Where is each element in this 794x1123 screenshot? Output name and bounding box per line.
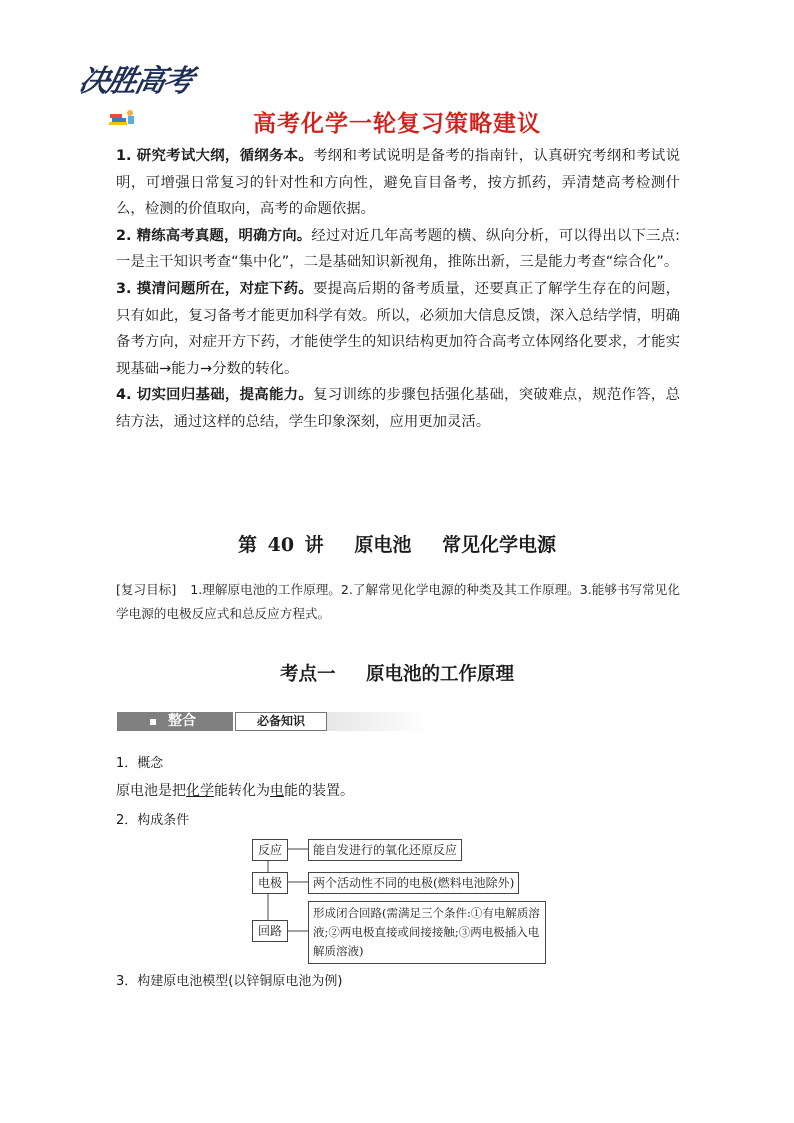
concept-underline-electric: 电 <box>270 783 284 799</box>
advice-lead: 2. 精练高考真题，明确方向。 <box>116 227 312 244</box>
main-title: 高考化学一轮复习策略建议 <box>253 111 541 137</box>
section-point: 考点一 <box>280 664 336 685</box>
review-text: 1.理解原电池的工作原理。2.了解常见化学电源的种类及其工作原理。3.能够书写常见化学电源的电极反应式和总反应方程式。 <box>116 582 680 621</box>
advice-item <box>116 223 680 276</box>
model-heading: 3．构建原电池模型(以锌铜原电池为例) <box>116 974 343 989</box>
banner-dark-tab <box>117 712 233 731</box>
advice-body: 经过对近几年高考题的横、纵向分析，可以得出以下三点:一是主干知识考查“集中化”，二是基础知识新视角，推陈出新，三是能力考查“综合化”。 <box>116 227 680 271</box>
section-name: 原电池的工作原理 <box>365 664 514 685</box>
banner-dark-label: 整合 <box>168 713 196 729</box>
condition-key-electrode: 电极 <box>252 872 288 894</box>
lecture-number: 第 40 讲 <box>238 534 324 556</box>
conditions-diagram <box>250 833 540 958</box>
concept-text <box>116 780 354 800</box>
lecture-topic-2: 常见化学电源 <box>441 534 556 556</box>
advice-body: 要提高后期的备考质量，还要真正了解学生存在的问题，只有如此，复习备考才能更加科学有效。所以，必须加大信息反馈，深入总结学情，明确备考方向，对症开方下药，才能使学生的知识结构更加符合高考立体网络化要求，才能实现基础→能力→分数的转化。 <box>116 280 680 377</box>
advice-item <box>116 276 680 382</box>
advice-item <box>116 143 680 223</box>
advice-lead: 4. 切实回归基础，提高能力。 <box>116 387 314 404</box>
advice-body: 考纲和考试说明是备考的指南针，认真研究考纲和考试说明，可增强日常复习的针对性和方向性，避免盲目备考，按方抓药，弄清楚高考检测什么，检测的价值取向，高考的命题依据。 <box>116 148 680 218</box>
square-icon <box>150 719 156 725</box>
condition-key-reaction: 反应 <box>252 839 288 861</box>
advice-lead: 1. 研究考试大纲，循纲务本。 <box>116 148 314 164</box>
concept-underline-chemical: 化学 <box>186 783 214 799</box>
advice-lead: 3. 摸清问题所在，对症下药。 <box>116 280 314 297</box>
concept-heading: 1．概念 <box>116 756 164 771</box>
concept-text-part: 能转化为 <box>214 783 270 799</box>
section-banner <box>117 710 431 734</box>
review-label: [复习目标] <box>116 582 177 597</box>
condition-key-circuit: 回路 <box>252 920 288 942</box>
lecture-topic-1: 原电池 <box>354 534 412 556</box>
conditions-heading: 2．构成条件 <box>116 813 190 828</box>
advice-item <box>116 382 680 435</box>
advice-body: 复习训练的步骤包括强化基础，突破难点，规范作答，总结方法，通过这样的总结，学生印象深刻，应用更加灵活。 <box>116 387 680 430</box>
review-goals <box>116 578 680 626</box>
advice-section <box>116 143 680 436</box>
concept-text-part: 原电池是把 <box>116 783 186 799</box>
condition-desc-electrode: 两个活动性不同的电极(燃料电池除外) <box>308 872 519 894</box>
section-title <box>0 660 794 686</box>
logo-text: 决胜高考 <box>75 64 195 99</box>
lecture-title <box>0 530 794 557</box>
concept-text-part: 能的装置。 <box>284 783 354 799</box>
banner-light-label: 必备知识 <box>235 712 327 731</box>
condition-desc-reaction: 能自发进行的氧化还原反应 <box>308 839 462 861</box>
condition-desc-circuit: 形成闭合回路(需满足三个条件:①有电解质溶液;②两电极直接或间接接触;③两电极插入电解质溶液) <box>308 901 546 964</box>
